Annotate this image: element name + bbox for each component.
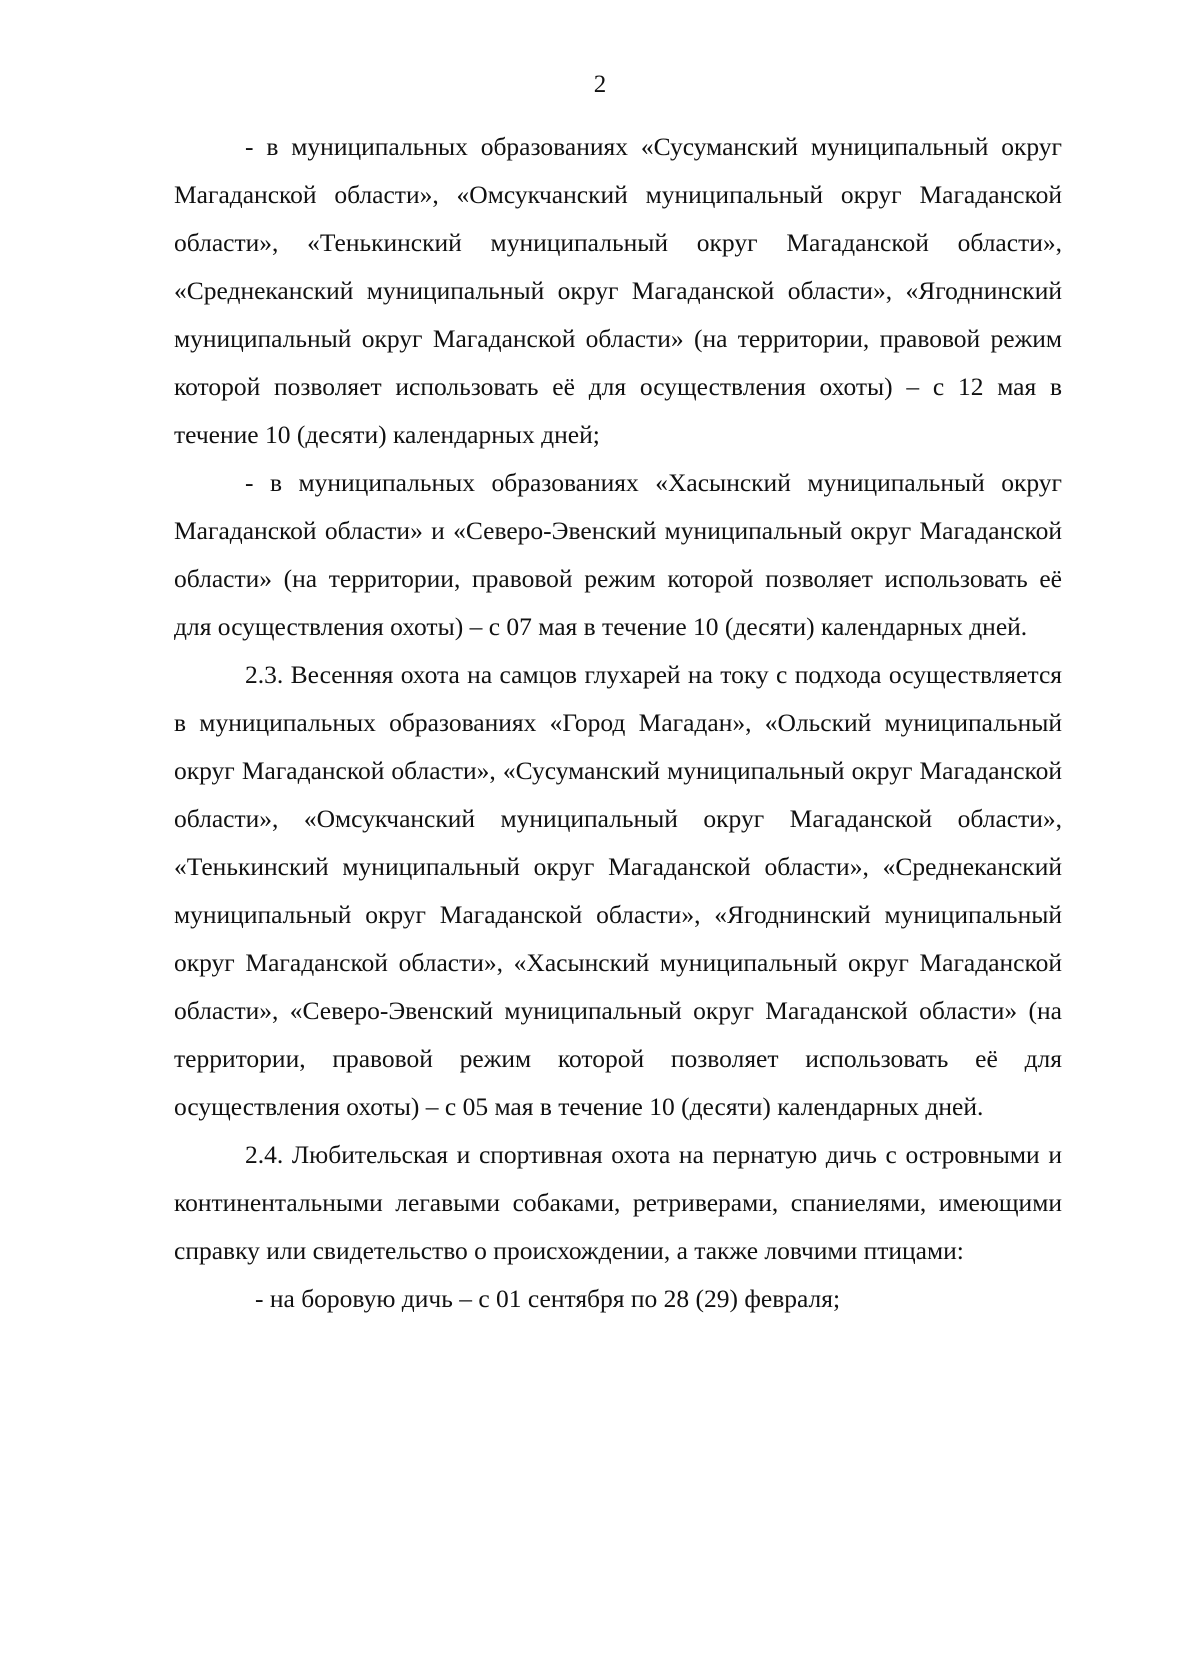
paragraph-list-item-3: - на боровую дичь – с 01 сентября по 28 (29) февраля; bbox=[255, 1284, 841, 1313]
paragraph-2-4: 2.4. Любительская и спортивная охота на пернатую дичь с островными и континентальными легавыми собаками, ретриверами, спаниелями, имеющими справку или свидетельство о происхождении, а также ловчими птицами: bbox=[174, 1140, 1062, 1265]
paragraph-list-item-2: - в муниципальных образованиях «Хасынский муниципальный округ Магаданской области» и «Северо-Эвенский муниципальный округ Магаданской области» (на территории, правовой режим которой позволяет использовать её для осуществления охоты) – с 07 мая в течение 10 (десяти) календарных дней. bbox=[174, 468, 1062, 641]
document-body bbox=[174, 123, 1062, 1323]
paragraph-2-3: 2.3. Весенняя охота на самцов глухарей на току с подхода осуществляется в муниципальных образованиях «Город Магадан», «Ольский муниципальный округ Магаданской области», «Сусуманский муниципальный округ Магаданской области», «Омсукчанский муниципальный округ Магаданской области», «Тенькинский муниципальный округ Магаданской области», «Среднеканский муниципальный округ Магаданской области», «Ягоднинский муниципальный округ Магаданской области», «Хасынский муниципальный округ Магаданской области», «Северо-Эвенский муниципальный округ Магаданской области» (на территории, правовой режим которой позволяет использовать её для осуществления охоты) – с 05 мая в течение 10 (десяти) календарных дней. bbox=[174, 660, 1062, 1121]
paragraph-list-item-1: - в муниципальных образованиях «Сусуманский муниципальный округ Магаданской области», «Омсукчанский муниципальный округ Магаданской области», «Тенькинский муниципальный округ Магаданской области», «Среднеканский муниципальный округ Магаданской области», «Ягоднинский муниципальный округ Магаданской области» (на территории, правовой режим которой позволяет использовать её для осуществления охоты) – с 12 мая в течение 10 (десяти) календарных дней; bbox=[174, 132, 1062, 449]
page-number: 2 bbox=[593, 71, 607, 98]
